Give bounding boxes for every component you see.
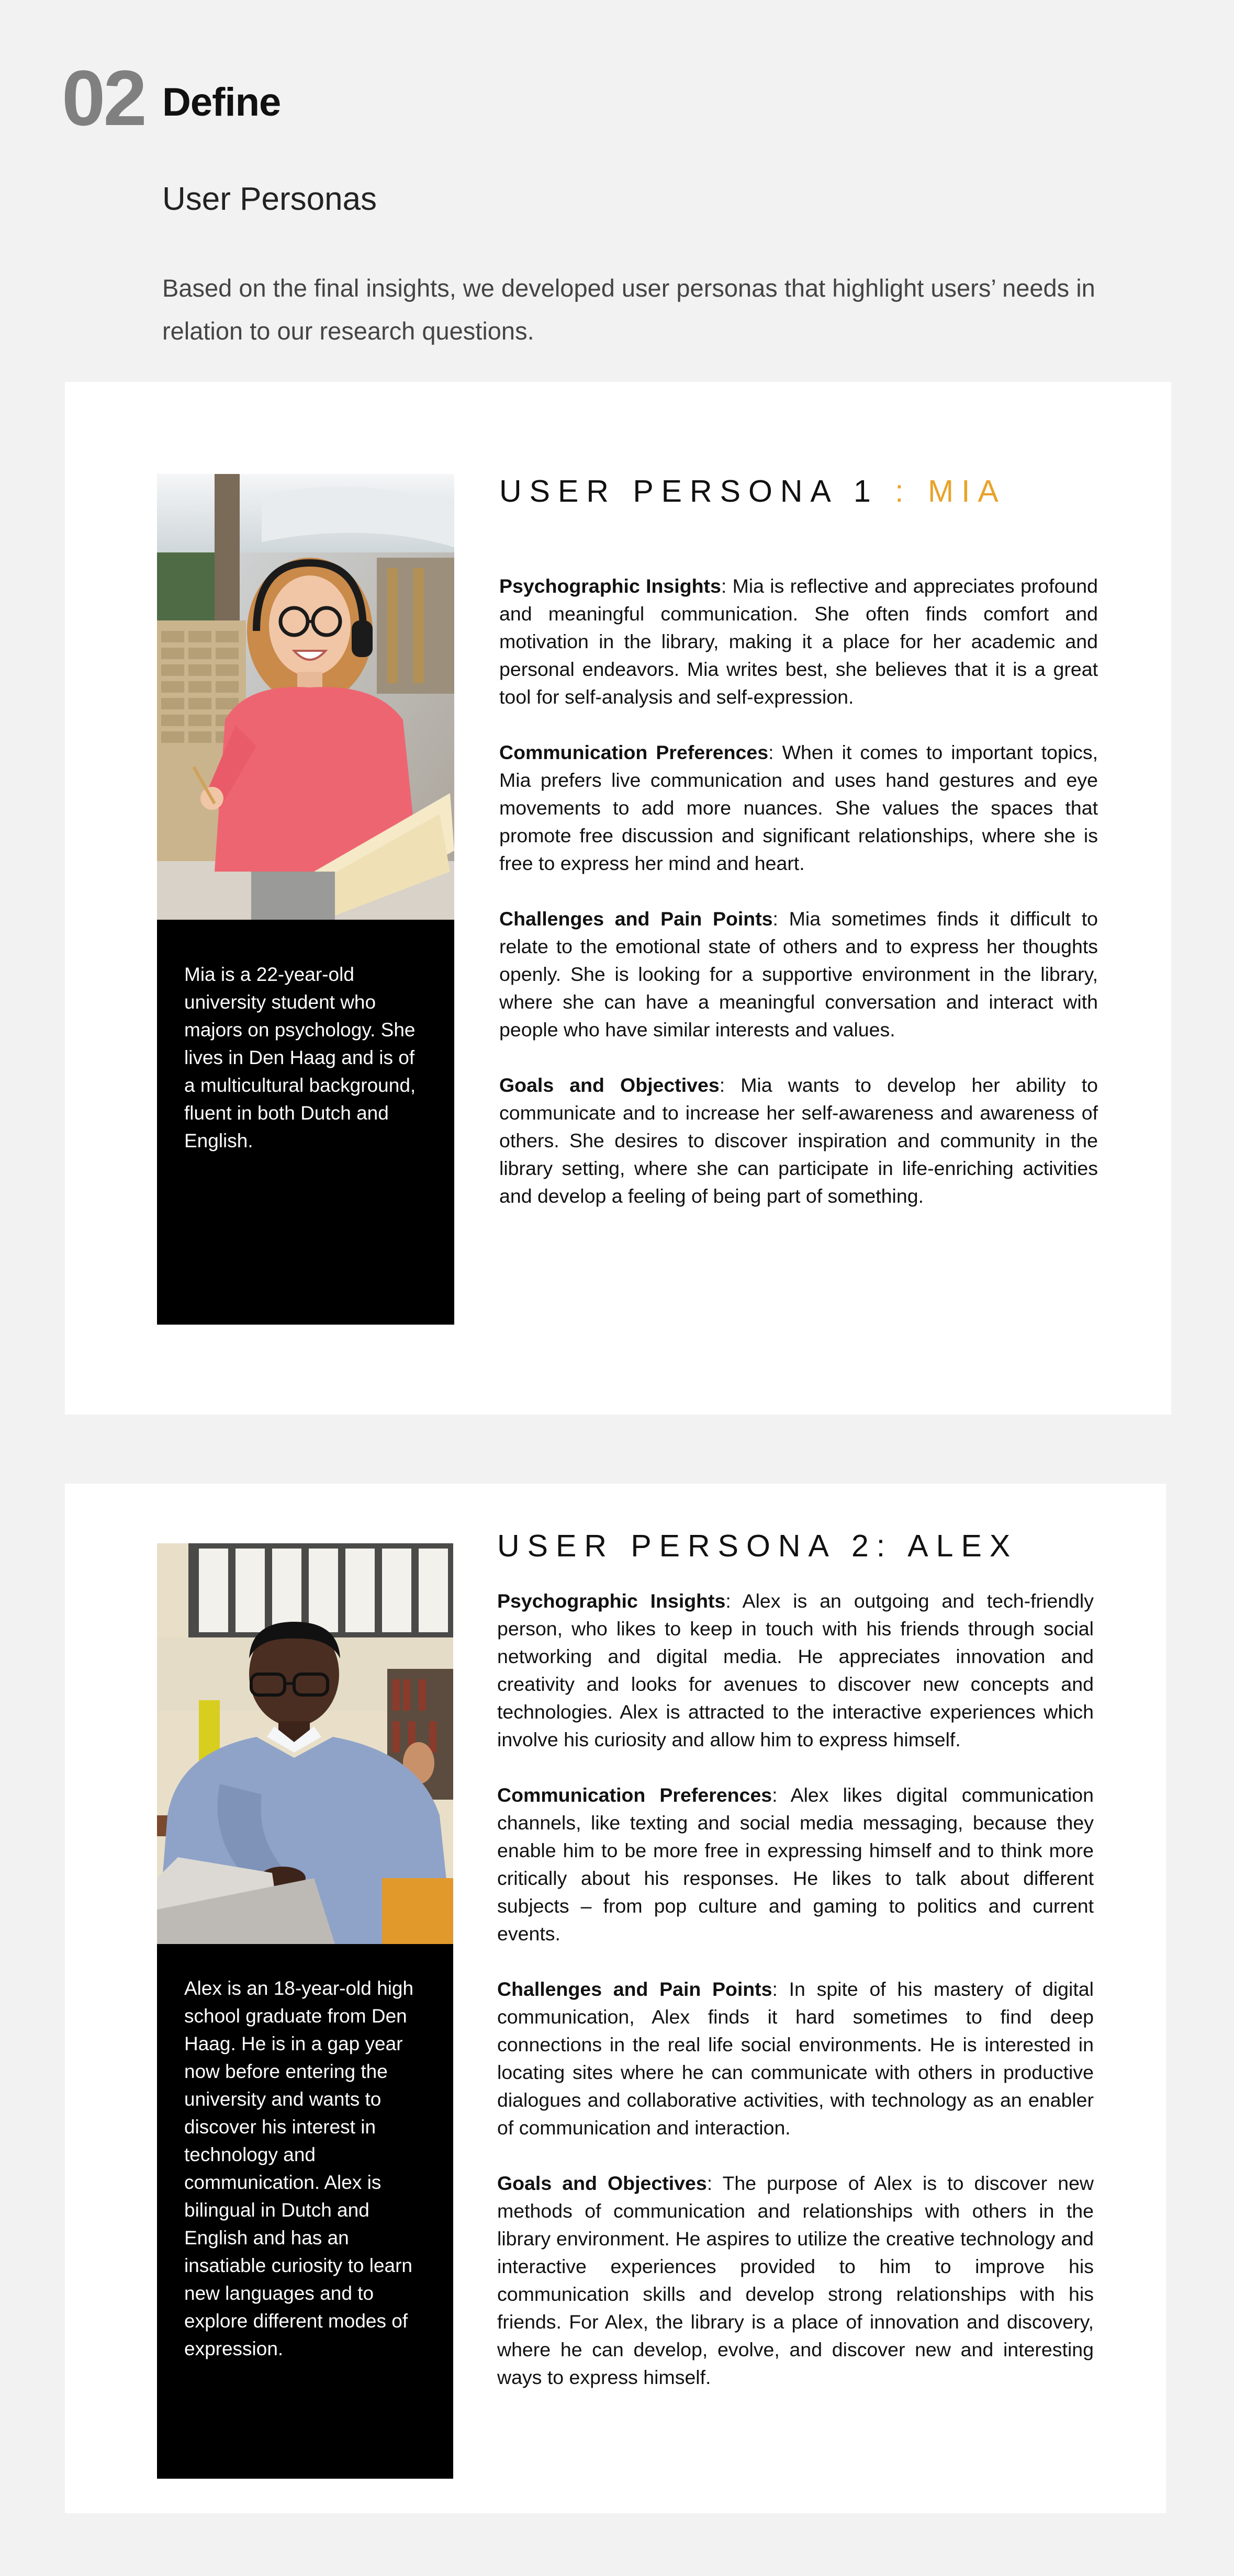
intro-paragraph: Based on the final insights, we developed user personas that highlight users’ needs in relation to our research questions.	[162, 274, 1095, 345]
bio-text: Mia is a 22-year-old university student who majors on psychology. She lives in Den Haag and is of a multicultural background, fluent in both Dutch and English.	[184, 964, 416, 1151]
persona-details-mia	[499, 572, 1098, 1210]
section-title: Define	[162, 80, 281, 125]
persona-title-alex: USER PERSONA 2: ALEX	[497, 1529, 1018, 1563]
psychographic-insights: Psychographic Insights: Mia is reflective and appreciates profound and meaningful communication. She often finds comfort and motivation in the library, making it a place for her academic and personal endeavors. Mia writes best, she believes that it is a great tool for self-analysis and self-expression.	[499, 575, 1098, 708]
persona-bio-mia	[157, 920, 454, 1325]
challenges-pain-points: Challenges and Pain Points: Mia sometimes finds it difficult to relate to the emotional state of others and to express her thoughts openly. She is looking for a supportive environment in the library, where she can have a meaningful conversation and interact with people who have similar interests and values.	[499, 908, 1098, 1041]
psychographic-insights: Psychographic Insights: Alex is an outgoing and tech-friendly person, who likes to keep in touch with his friends through social networking and digital media. He appreciates innovation and creativity and looks for avenues to discover new concepts and technologies. Alex is attracted to the interactive experiences which involve his curiosity and allow him to express himself.	[497, 1590, 1094, 1750]
persona-card-alex	[65, 1484, 1166, 2513]
persona-details-alex	[497, 1587, 1094, 2391]
persona-title-separator: :	[878, 474, 928, 509]
page-subheading: User Personas	[162, 181, 377, 217]
persona-photo-alex	[157, 1543, 453, 1944]
goals-objectives: Goals and Objectives: The purpose of Alex is to discover new methods of communication and relationships with others in the library environment. He aspires to utilize the creative technology and interactive experiences provided to him to improve his communication skills and develop strong relationships with his friends. For Alex, the library is a place of innovation and discovery, where he can develop, evolve, and discover new and interesting ways to express himself.	[497, 2172, 1094, 2388]
photo-woman-library	[157, 474, 454, 920]
persona-card-mia	[65, 382, 1171, 1415]
communication-preferences: Communication Preferences: Alex likes digital communication channels, like texting and social media messaging, because they enable him to be more free in expressing himself and to think more critically about his responses. He likes to talk about different subjects – from pop culture and gaming to politics and current events.	[497, 1784, 1094, 1945]
goals-objectives: Goals and Objectives: Mia wants to develop her ability to communicate and to increase her self-awareness and awareness of others. She desires to discover inspiration and community in the library setting, where she can participate in life-enriching activities and develop a feeling of being part of something.	[499, 1074, 1098, 1207]
persona-title-prefix: USER PERSONA 1	[499, 474, 879, 509]
photo-man-laptop	[157, 1543, 453, 1944]
bio-text: Alex is an 18-year-old high school graduate from Den Haag. He is in a gap year now before entering the university and wants to discover his interest in technology and communication. Alex is bilingual in Dutch and English and has an insatiable curiosity to learn new languages and to explore different modes of expression.	[184, 1978, 414, 2359]
persona-title-mia	[499, 476, 1006, 507]
persona-title-name: MIA	[927, 474, 1006, 509]
section-number: 02	[62, 54, 145, 142]
communication-preferences: Communication Preferences: When it comes to important topics, Mia prefers live communication and uses hand gestures and eye movements to add more nuances. She values the spaces that promote free discussion and significant relationships, where she is free to express her mind and heart.	[499, 741, 1098, 874]
challenges-pain-points: Challenges and Pain Points: In spite of his mastery of digital communication, Alex finds it hard sometimes to find deep connections in the real life social environments. He is interested in locating sites where he can communicate with others in productive dialogues and collaborative activities, with technology as an enabler of communication and interaction.	[497, 1978, 1094, 2139]
persona-photo-mia	[157, 474, 454, 920]
persona-bio-alex	[157, 1944, 453, 2479]
